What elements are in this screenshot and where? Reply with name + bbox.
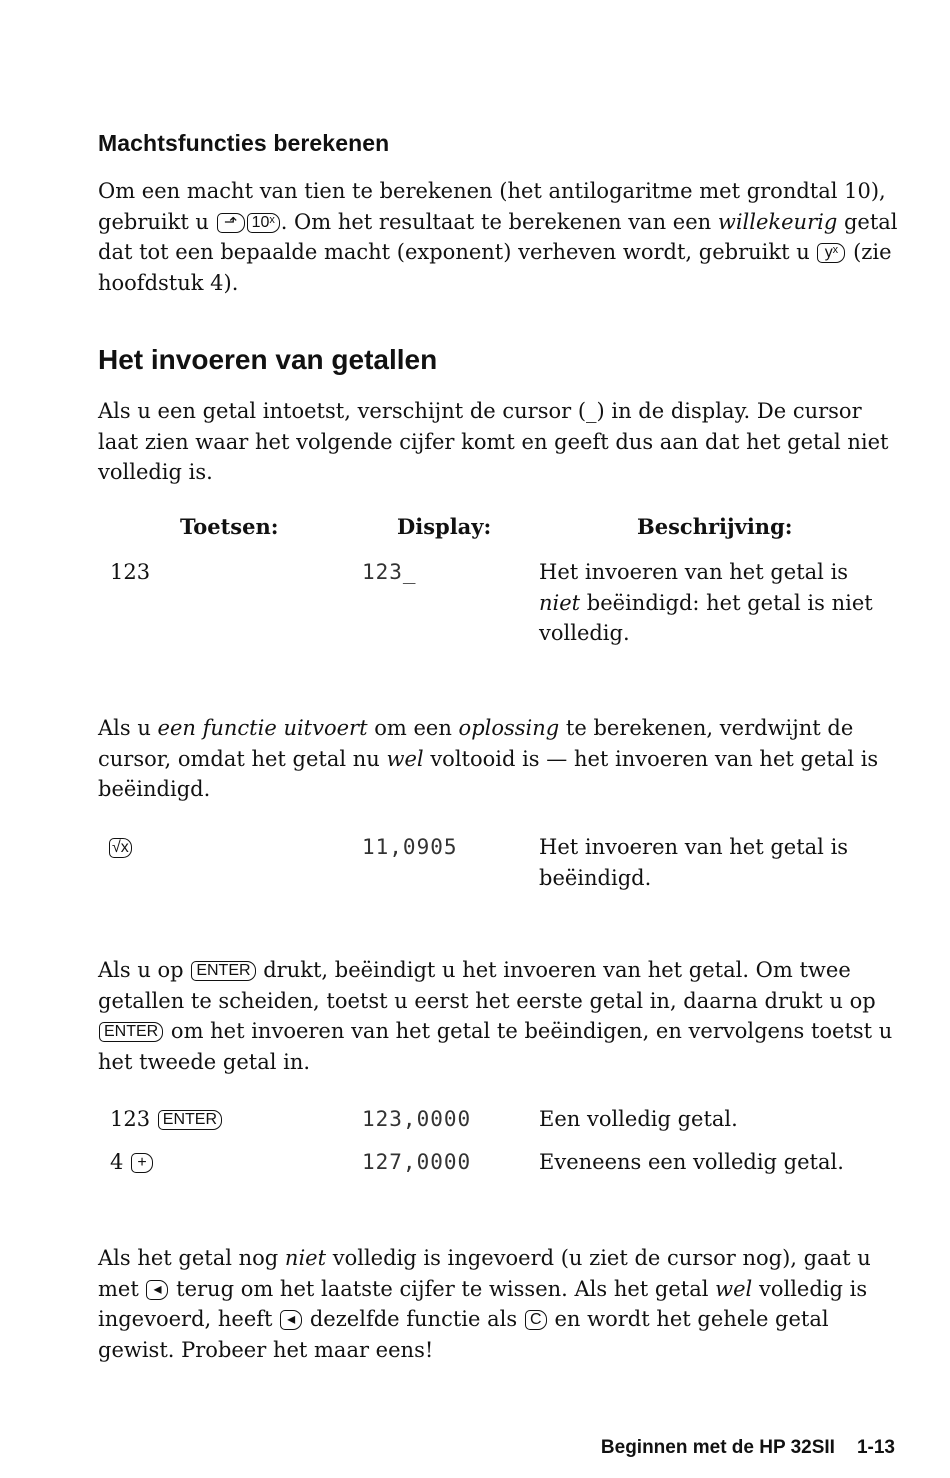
row4-keys [110, 1147, 154, 1178]
text: Als het getal nog [98, 1246, 279, 1270]
emphasis: niet [539, 590, 581, 615]
page-number: 1-13 [856, 1437, 895, 1458]
text: terug om het laatste cijfer te wissen. Als het getal [176, 1276, 709, 1301]
paragraph-powers [98, 176, 898, 298]
backspace-key-icon: ◂ [146, 1280, 168, 1300]
enter-key: ENTER [191, 961, 255, 981]
text: volledig is ingevoerd, heeft [98, 1276, 868, 1331]
row1-display: 123_ [362, 560, 417, 584]
text: dezelfde functie als [309, 1307, 518, 1331]
text: Het invoeren van het getal is [539, 560, 849, 584]
section-title-entering-numbers: Het invoeren van getallen [98, 344, 438, 375]
paragraph-enter [98, 955, 898, 1077]
section-title-powers: Machtsfuncties berekenen [98, 130, 390, 156]
ten-power-x-key: 10ˣ [247, 213, 280, 233]
text: te berekenen, verdwijnt de cursor, omdat het getal nu [98, 716, 854, 771]
shift-key-icon: ⬏ [217, 213, 245, 233]
row3-description: Een volledig getal. [539, 1107, 738, 1131]
enter-key: ENTER [99, 1022, 163, 1042]
page-footer [601, 1437, 895, 1459]
emphasis: wel [386, 746, 424, 771]
paragraph-function [98, 713, 898, 805]
text: getal dat tot een bepaalde macht (exponent) verheven wordt, gebruikt u [98, 209, 898, 264]
text: Om een macht van tien te berekenen (het antilogaritme met grondtal 10), gebruikt u [98, 179, 886, 234]
text: volledig is ingevoerd (u ziet de cursor nog), gaat u met [98, 1246, 871, 1301]
row4-description: Eveneens een volledig getal. [539, 1150, 844, 1174]
row3-display: 123,0000 [362, 1107, 472, 1131]
plus-key: + [131, 1153, 153, 1173]
text: . Om het resultaat te berekenen van een [280, 209, 712, 234]
emphasis: willekeurig [717, 209, 838, 234]
row3-keys [110, 1104, 223, 1135]
clear-key: C [525, 1310, 547, 1330]
row2-display: 11,0905 [362, 835, 458, 859]
text: en wordt het gehele getal gewist. Probeer het maar eens! [98, 1307, 829, 1362]
column-header-description: Beschrijving: [637, 514, 793, 539]
emphasis: een functie uitvoert [157, 716, 368, 740]
text: Als u [98, 716, 151, 740]
text: om het invoeren van het getal te beëindigen, en vervolgens toetst u het tweede getal in. [98, 1019, 893, 1074]
footer-title: Beginnen met de HP 32SII [600, 1437, 835, 1458]
row2-description: Het invoeren van het getal is beëindigd. [539, 835, 849, 890]
text: 123 [110, 1107, 151, 1131]
row1-keys: 123 [110, 560, 151, 584]
paragraph-backspace [98, 1243, 898, 1365]
emphasis: oplossing [458, 716, 560, 740]
y-power-x-key: yˣ [817, 243, 845, 263]
row4-display: 127,0000 [362, 1150, 472, 1174]
emphasis: niet [284, 1246, 327, 1270]
text: voltooid is — het invoeren van het getal is beëindigd. [98, 746, 879, 801]
text: Als u op [98, 958, 184, 982]
column-header-display: Display: [397, 514, 492, 539]
text: (zie hoofdstuk 4). [98, 240, 892, 295]
enter-key: ENTER [158, 1110, 222, 1130]
emphasis: wel [715, 1276, 753, 1301]
row1-description [539, 557, 879, 649]
column-header-keys: Toetsen: [180, 514, 279, 539]
text: om een [374, 716, 452, 740]
text: drukt, beëindigt u het invoeren van het getal. Om twee getallen te scheiden, toetst u eerst het eerste getal in, daarna drukt u op [98, 958, 876, 1013]
backspace-key-icon: ◂ [280, 1310, 302, 1330]
square-root-key: √x [109, 838, 132, 858]
text: 4 [110, 1150, 124, 1174]
paragraph-intro: Als u een getal intoetst, verschijnt de cursor (_) in de display. De cursor laat zien waar het volgende cijfer komt en geeft dus aan dat het getal niet volledig is. [98, 399, 889, 484]
row2-keys [108, 832, 133, 863]
text: beëindigd: het getal is niet volledig. [539, 590, 873, 645]
